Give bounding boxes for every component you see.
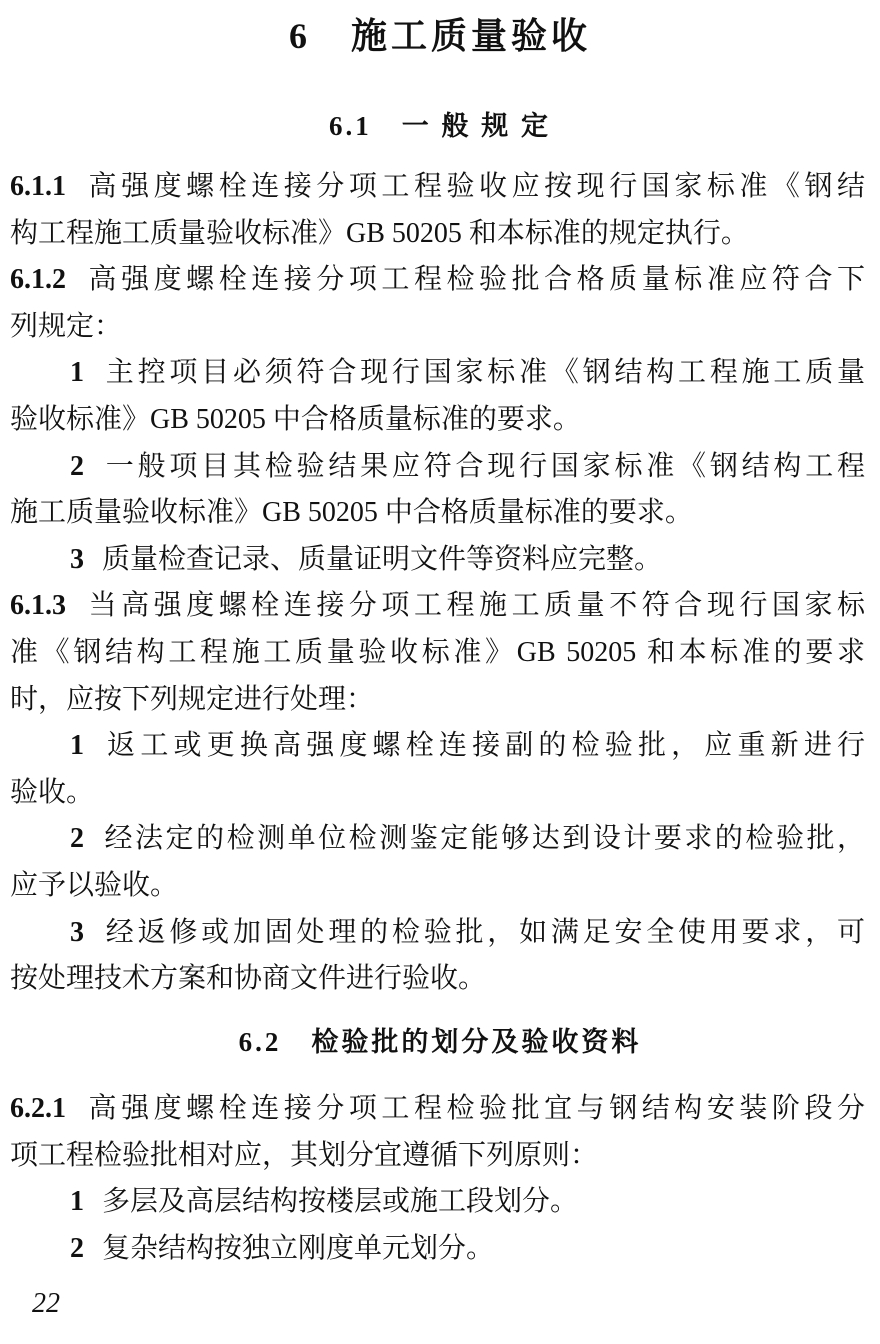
clause-line <box>10 257 865 304</box>
clause-text: 列规定： <box>10 310 123 342</box>
clause-text: 经法定的检测单位检测鉴定能够达到设计要求的检验批， <box>102 823 865 855</box>
clause-text: 高强度螺栓连接分项工程检验批宜与钢结构安装阶段分 <box>84 1093 865 1124</box>
clause-line <box>10 537 865 584</box>
clause-line <box>10 397 865 444</box>
clause-line <box>10 956 865 1003</box>
page-number: 22 <box>32 1288 60 1319</box>
clause-text: 构工程施工质量验收标准》GB 50205 和本标准的规定执行。 <box>10 217 749 249</box>
clause-text: 当高强度螺栓连接分项工程施工质量不符合现行国家标 <box>84 590 865 622</box>
clause-line <box>10 863 865 910</box>
clause-text: 验收。 <box>10 776 95 808</box>
clause-line <box>10 723 865 770</box>
clause-line <box>10 816 865 863</box>
clause-number: 3 <box>70 916 84 948</box>
clause-text: 高强度螺栓连接分项工程检验批合格质量标准应符合下 <box>84 264 865 296</box>
clause-number: 6.1.2 <box>10 264 66 296</box>
clause-text: 质量检查记录、质量证明文件等资料应完整。 <box>102 543 663 575</box>
clause-number: 2 <box>70 450 84 482</box>
clause-number: 6.1.3 <box>10 590 66 622</box>
clause-number: 6.1.1 <box>10 171 66 202</box>
clause-number: 1 <box>70 730 84 762</box>
clause-line <box>10 350 865 397</box>
clause-line <box>10 211 865 258</box>
clause-line <box>10 1179 865 1226</box>
clause-line <box>10 444 865 491</box>
clause-line <box>10 1086 865 1133</box>
section-6-2-body <box>10 1086 865 1272</box>
clause-line <box>10 770 865 817</box>
clause-number: 3 <box>70 543 84 575</box>
clause-line <box>10 1226 865 1273</box>
clause-text: 验收标准》GB 50205 中合格质量标准的要求。 <box>10 403 581 435</box>
clause-text: 一般项目其检验结果应符合现行国家标准《钢结构工程 <box>102 450 865 482</box>
clause-text: 项工程检验批相对应，其划分宜遵循下列原则： <box>10 1139 599 1171</box>
clause-line <box>10 304 865 351</box>
section-heading-6-2: 6.2 检验批的划分及验收资料 <box>238 1027 642 1057</box>
clause-line <box>10 630 865 677</box>
clause-line <box>10 677 865 724</box>
section-heading-6-1: 6.1 一 般 规 定 <box>329 111 551 141</box>
clause-number: 2 <box>70 823 84 855</box>
clause-text: 高强度螺栓连接分项工程验收应按现行国家标准《钢结 <box>84 171 865 202</box>
clause-number: 1 <box>70 1186 84 1218</box>
clause-number: 6.2.1 <box>10 1093 66 1124</box>
clause-line <box>10 910 865 957</box>
clause-text: 多层及高层结构按楼层或施工段划分。 <box>102 1186 579 1218</box>
clause-number: 2 <box>70 1232 84 1264</box>
clause-line <box>10 164 865 211</box>
clause-text: 按处理技术方案和协商文件进行验收。 <box>10 963 487 995</box>
clause-text: 复杂结构按独立刚度单元划分。 <box>102 1232 495 1264</box>
section-6-1-body <box>10 164 865 1003</box>
chapter-title: 6 施工质量验收 <box>288 16 591 56</box>
clause-text: 应予以验收。 <box>10 869 179 901</box>
clause-text: 经返修或加固处理的检验批，如满足安全使用要求，可 <box>102 916 865 948</box>
clause-text: 时，应按下列规定进行处理： <box>10 683 375 715</box>
clause-line <box>10 490 865 537</box>
clause-text: 施工质量验收标准》GB 50205 中合格质量标准的要求。 <box>10 497 693 529</box>
clause-line <box>10 583 865 630</box>
clause-text: 准《钢结构工程施工质量验收标准》GB 50205 和本标准的要求 <box>10 636 865 668</box>
clause-text: 返工或更换高强度螺栓连接副的检验批，应重新进行 <box>102 730 865 762</box>
clause-line <box>10 1133 865 1180</box>
clause-number: 1 <box>70 357 84 389</box>
clause-text: 主控项目必须符合现行国家标准《钢结构工程施工质量 <box>102 357 865 389</box>
